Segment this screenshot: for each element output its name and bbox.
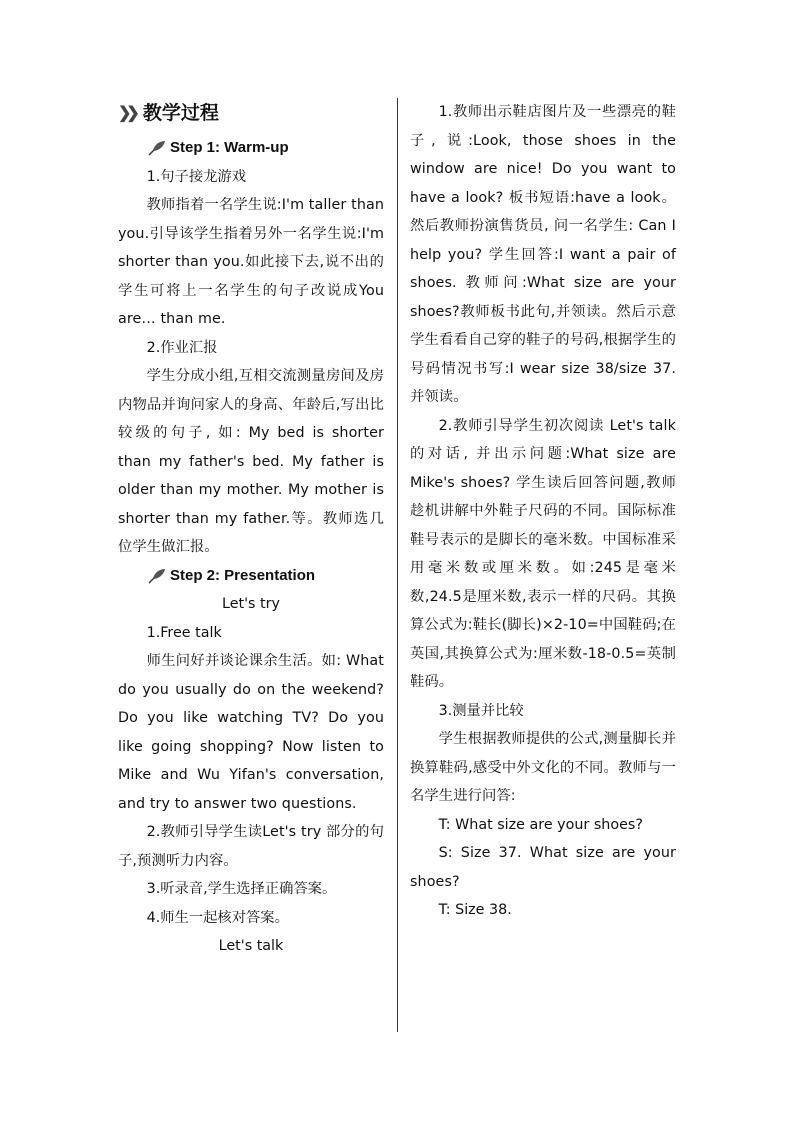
double-chevron-right-icon: ❯❯ (118, 105, 135, 122)
section-title: 教学过程 (142, 103, 219, 124)
item2-title: 2.作业汇报 (146, 339, 218, 356)
step2-heading (118, 562, 384, 591)
dialog-t1: T: What size are your shoes? (438, 816, 643, 833)
item-3-text: 3.听录音,学生选择正确答案。 (146, 881, 337, 897)
right-column (410, 98, 676, 925)
item3-text: 学生根据教师提供的公式,测量脚长并换算鞋码,感受中外文化的不同。教师与一名学生进行问答: (410, 731, 676, 804)
dialog-t2: T: Size 38. (438, 902, 512, 918)
item1-title: 1.句子接龙游戏 (146, 168, 247, 185)
item3-title: 3.测量并比较 (438, 702, 524, 719)
right-para1: 1.教师出示鞋店图片及一些漂亮的鞋子, 说:Look, those shoes in the window are nice! Do you want to have a look? 板书短语:have a look。然后教师扮演售货员, 问一名学生: Can I help you? 学生回答:I want a pair of shoes. 教师问:What size are your shoes?教师板书此句,并领读。然后示意学生看看自己穿的鞋子的号码,根据学生的号码情况书写:I wear size 38/size 37.并领读。 (410, 104, 676, 405)
free-talk-text: 师生问好并谈论课余生活。如: What do you usually do on the weekend? Do you like watching TV? Do you like going shopping? Now listen to Mike and Wu Yifan's conversation, and try to answer two questions. (118, 653, 384, 812)
lets-try-heading: Let's try (222, 596, 280, 612)
feather-pen-icon (148, 140, 166, 156)
item2-text: 学生分成小组,互相交流测量房间及房内物品并询问家人的身高、年龄后,写出比较级的句子, 如: My bed is shorter than my father's bed. My father is older than my mother. My mother is shorter than my father.等。教师选几位学生做汇报。 (118, 368, 384, 555)
item-4-text: 4.师生一起核对答案。 (146, 909, 289, 926)
lets-talk-heading: Let's talk (218, 938, 284, 954)
right-para2: 2.教师引导学生初次阅读 Let's talk 的对话, 并出示问题:What size are Mike's shoes? 学生读后回答问题,教师趁机讲解中外鞋子尺码的不同。国际标准鞋号表示的是脚长的毫米数。中国标准采用毫米数或厘米数。如:245是毫米数,24.5是厘米数,表示一样的尺码。其换算公式为:鞋长(脚长)×2-10=中国鞋码;在英国,其换算公式为:厘米数-18-0.5=英制鞋码。 (410, 417, 676, 690)
column-divider (397, 98, 398, 1032)
feather-pen-icon (148, 568, 166, 584)
left-column (118, 98, 384, 961)
dialog-s: S: Size 37. What size are your shoes? (410, 845, 676, 890)
item1-text: 教师指着一名学生说:I'm taller than you.引导该学生指着另外一名学生说:I'm shorter than you.如此接下去,说不出的学生可将上一名学生的句子改说成You are… than me. (118, 197, 384, 327)
item-2-text: 2.教师引导学生读Let's try 部分的句子,预测听力内容。 (118, 824, 384, 869)
step1-title: Step 1: Warm-up (170, 139, 289, 156)
step1-heading (118, 134, 384, 163)
free-talk-title: 1.Free talk (146, 624, 222, 641)
section-heading (118, 98, 384, 130)
step2-title: Step 2: Presentation (170, 566, 316, 584)
